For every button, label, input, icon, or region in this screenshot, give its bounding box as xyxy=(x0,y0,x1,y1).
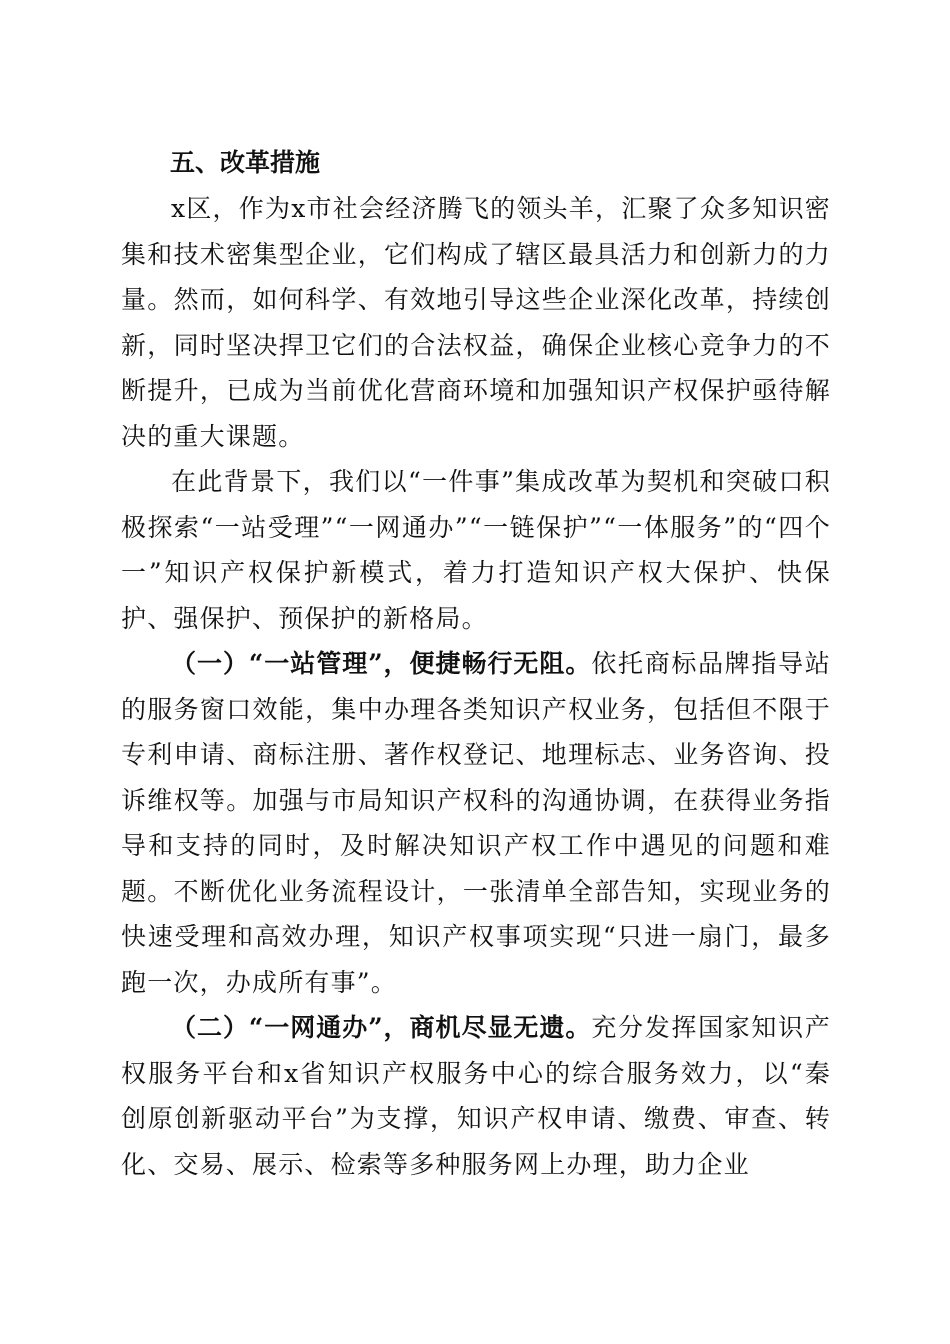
paragraph-measure-2: （二）“一网通办”，商机尽显无遗。充分发挥国家知识产权服务平台和x省知识产权服务中心的综合服务效力，以“秦创原创新驱动平台”为支撑，知识产权申请、缴费、审查、转化、交易、展示、检索等多种服务网上办理，助力企业 xyxy=(121,1013,831,1179)
measure-1-title: （一）“一站管理”，便捷畅行无阻。 xyxy=(171,649,592,678)
measure-2-title: （二）“一网通办”，商机尽显无遗。 xyxy=(171,1013,592,1042)
section-heading: 五、改革措施 xyxy=(170,148,321,177)
paragraph-measure-1: （一）“一站管理”，便捷畅行无阻。依托商标品牌指导站的服务窗口效能，集中办理各类知识产权业务，包括但不限于专利申请、商标注册、著作权登记、地理标志、业务咨询、投诉维权等。加强与市局知识产权科的沟通协调，在获得业务指导和支持的同时，及时解决知识产权工作中遇见的问题和难题。不断优化业务流程设计，一张清单全部告知，实现业务的快速受理和高效办理，知识产权事项实现“只进一扇门，最多跑一次，办成所有事”。 xyxy=(121,649,831,997)
document-body xyxy=(121,186,831,1187)
paragraph-background: 在此背景下，我们以“一件事”集成改革为契机和突破口积极探索“一站受理”“一网通办”“一链保护”“一体服务”的“四个一”知识产权保护新模式，着力打造知识产权大保护、快保护、强保护、预保护的新格局。 xyxy=(121,467,831,633)
paragraph-intro: x区，作为x市社会经济腾飞的领头羊，汇聚了众多知识密集和技术密集型企业，它们构成了辖区最具活力和创新力的力量。然而，如何科学、有效地引导这些企业深化改革，持续创新，同时坚决捍卫它们的合法权益，确保企业核心竞争力的不断提升，已成为当前优化营商环境和加强知识产权保护亟待解决的重大课题。 xyxy=(121,194,831,451)
